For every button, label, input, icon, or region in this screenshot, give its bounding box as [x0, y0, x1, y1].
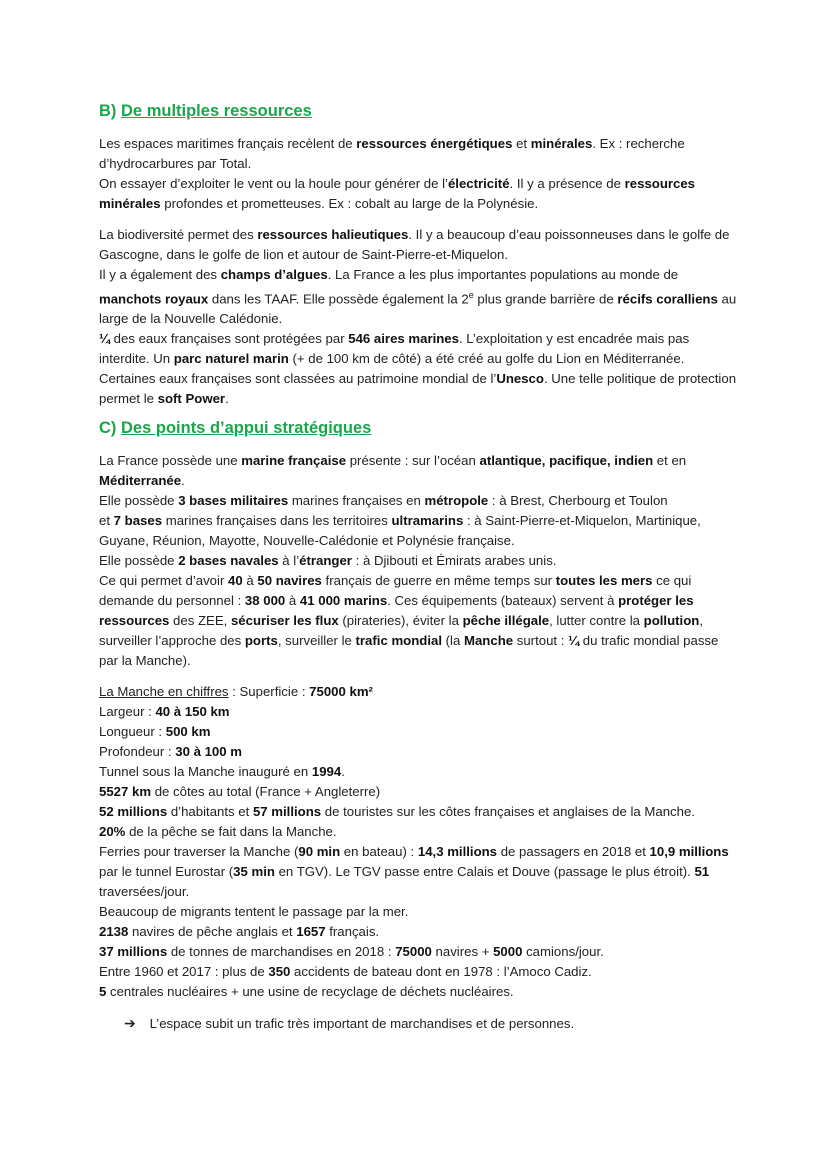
bold-text: manchots royaux: [99, 291, 209, 307]
text-run: . Ces équipements (bateaux) servent à: [387, 593, 619, 608]
text-run: au large de la Nouvelle Calédonie.: [99, 291, 737, 327]
text-run: et: [99, 513, 114, 528]
text-run: (la: [442, 633, 464, 648]
text-run: Ferries pour traverser la Manche (: [99, 844, 299, 859]
bold-text: champs d’algues: [220, 267, 328, 282]
bold-text: 51: [694, 864, 710, 879]
section-b-biodiversity: [99, 225, 739, 409]
text-run: ce qui demande du personnel :: [99, 573, 692, 608]
text-run: Beaucoup de migrants tentent le passage par la mer.: [99, 904, 409, 919]
text-run: centrales nucléaires + une usine de recyclage de déchets nucléaires.: [106, 984, 514, 999]
text-run: en bateau) :: [340, 844, 418, 859]
manche-line: [99, 742, 739, 762]
bold-text: Unesco: [496, 371, 544, 387]
manche-line: [99, 762, 739, 782]
bold-text: récifs coralliens: [617, 291, 718, 307]
manche-line: [99, 902, 739, 922]
text-run: accidents de bateau dont en 1978 : l’Amoco Cadiz.: [290, 964, 592, 979]
text-run: camions/jour.: [522, 944, 604, 959]
text-run: Ce qui permet d’avoir: [99, 573, 229, 588]
right-arrow-icon: ➔: [124, 1015, 136, 1031]
text-run: Longueur :: [99, 724, 166, 739]
text-run: et: [512, 136, 531, 151]
text-run: : à Saint-Pierre-et-Miquelon, Martinique, Guyane, Réunion, Mayotte, Nouvelle-Calédonie et Polynésie française.: [99, 513, 701, 548]
bold-text: 20%: [99, 824, 126, 839]
text-run: de passagers en 2018 et: [497, 844, 650, 859]
text-run: . Une telle politique de protection permet le: [99, 371, 737, 407]
text-run: de touristes sur les côtes françaises et anglaises de la Manche.: [321, 804, 695, 819]
bold-text: ¼: [99, 331, 110, 347]
manche-line: [99, 722, 739, 742]
manche-line: [99, 962, 739, 982]
bold-text: 1657: [296, 924, 326, 939]
bold-text: sécuriser les flux: [230, 613, 339, 628]
bold-text: 5: [99, 984, 107, 999]
text-run: français.: [325, 924, 380, 939]
text-run: . Il y a présence de: [509, 176, 625, 191]
bold-text: 37 millions: [99, 944, 168, 959]
text-run: de tonnes de marchandises en 2018 :: [167, 944, 396, 959]
bold-text: parc naturel marin: [173, 351, 289, 367]
text-run: .: [225, 391, 229, 407]
bold-text: métropole: [424, 493, 489, 508]
text-run: profondes et prometteuses. Ex : cobalt au large de la Polynésie.: [160, 196, 539, 211]
text-run: en TGV). Le TGV passe entre Calais et Douve (passage le plus étroit).: [274, 864, 695, 879]
manche-figures: [99, 682, 739, 1002]
paragraph: [99, 571, 739, 671]
text-run: marines françaises dans les territoires: [162, 513, 392, 528]
text-run: .: [181, 473, 185, 488]
text-run: : à Brest, Cherbourg et Toulon: [488, 493, 668, 508]
section-b-prefix: B): [99, 102, 117, 120]
text-run: Entre 1960 et 2017 : plus de: [99, 964, 269, 979]
section-c-heading: [99, 417, 371, 439]
text-run: marines françaises en: [288, 493, 425, 508]
text-run: Elle possède: [99, 553, 179, 568]
text-run: (+ de 100 km de côté) a été créé au golfe du Lion en Méditerranée. Certaines eaux françaises sont classées au patrimoine mondial de l’: [99, 351, 685, 387]
section-c-title: Des points d’appui stratégiques: [121, 419, 372, 437]
paragraph: [99, 451, 739, 491]
text-run: , surveiller le: [277, 633, 356, 648]
text-run: La Manche en chiffres: [99, 684, 229, 699]
text-run: (pirateries), éviter la: [338, 613, 463, 628]
bold-text: ressources halieutiques: [257, 227, 409, 242]
paragraph: [99, 491, 739, 511]
bold-text: ultramarins: [391, 513, 464, 528]
bold-text: 52 millions: [99, 804, 168, 819]
bold-text: atlantique, pacifique, indien: [479, 453, 654, 468]
manche-line: [99, 922, 739, 942]
text-run: Profondeur :: [99, 744, 176, 759]
text-run: français de guerre en même temps sur: [321, 573, 556, 588]
conclusion-line: [124, 1013, 574, 1034]
manche-line: [99, 842, 739, 902]
text-run: à l’: [278, 553, 300, 568]
text-run: .: [341, 764, 345, 779]
bold-text: ressources énergétiques: [356, 136, 513, 151]
text-run: , lutter contre la: [549, 613, 644, 628]
text-run: Il y a également des: [99, 267, 221, 282]
bold-text: pêche illégale: [462, 613, 550, 628]
text-run: La biodiversité permet des: [99, 227, 258, 242]
manche-line: [99, 682, 739, 702]
bold-text: 50 navires: [257, 573, 322, 588]
bold-text: Manche: [463, 633, 514, 648]
bold-text: ressources minérales: [99, 176, 696, 211]
text-run: de côtes au total (France + Angleterre): [151, 784, 381, 799]
bold-text: 75000 km²: [309, 684, 373, 699]
text-run: plus grande barrière de: [473, 291, 618, 307]
bold-text: protéger les ressources: [99, 593, 694, 628]
bold-text: pollution: [643, 613, 700, 628]
text-run: Largeur :: [99, 704, 156, 719]
manche-line: [99, 702, 739, 722]
bold-text: 40 à 150 km: [155, 704, 230, 719]
bold-text: 14,3 millions: [417, 844, 498, 859]
bold-text: trafic mondial: [355, 633, 442, 648]
text-run: du trafic mondial passe par la Manche).: [99, 633, 719, 668]
manche-line: [99, 782, 739, 802]
bold-text: 75000: [395, 944, 432, 959]
manche-line: [99, 982, 739, 1002]
text-run: . Il y a beaucoup d’eau poissonneuses dans le golfe de Gascogne, dans le golfe de lion et autour de Saint-Pierre-et-Miquelon.: [99, 227, 730, 262]
text-run: à: [242, 573, 258, 588]
bold-text: ¼: [568, 633, 580, 648]
bold-text: 90 min: [298, 844, 341, 859]
section-b-title: De multiples ressources: [121, 102, 312, 120]
manche-line: [99, 822, 739, 842]
bold-text: 500 km: [165, 724, 211, 739]
text-run: des ZEE,: [169, 613, 231, 628]
section-b-body: [99, 134, 739, 214]
text-run: . La France a les plus importantes populations au monde de: [327, 267, 679, 282]
text-run: , surveiller l’approche des: [99, 613, 703, 648]
bold-text: 7 bases: [113, 513, 163, 528]
section-c-prefix: C): [99, 419, 117, 437]
text-run: Elle possède: [99, 493, 179, 508]
text-run: des eaux françaises sont protégées par: [110, 331, 349, 347]
bold-text: 57 millions: [252, 804, 322, 819]
bold-text: 2138: [99, 924, 129, 939]
bold-text: étranger: [299, 553, 352, 568]
text-run: . L’exploitation y est encadrée mais pas interdite. Un: [99, 331, 690, 367]
text-run: La France possède une: [99, 453, 242, 468]
text-run: navires +: [431, 944, 494, 959]
manche-line: [99, 942, 739, 962]
bold-text: marine française: [241, 453, 347, 468]
text-run: : à Djibouti et Émirats arabes unis.: [351, 553, 557, 568]
bold-text: 40: [228, 573, 243, 588]
section-b-heading: [99, 100, 312, 122]
manche-line: [99, 802, 739, 822]
paragraph: [99, 511, 739, 551]
text-run: e: [468, 290, 474, 300]
text-run: de la pêche se fait dans la Manche.: [125, 824, 337, 839]
bold-text: 5000: [493, 944, 523, 959]
paragraph: [99, 329, 739, 409]
paragraph: [99, 225, 739, 265]
text-run: et en: [653, 453, 687, 468]
paragraph: [99, 134, 739, 174]
bold-text: Méditerranée: [99, 473, 182, 488]
bold-text: toutes les mers: [555, 573, 653, 588]
bold-text: 10,9 millions: [649, 844, 729, 859]
text-run: navires de pêche anglais et: [128, 924, 297, 939]
text-run: On essayer d’exploiter le vent ou la houle pour générer de l’: [99, 176, 448, 191]
bold-text: 35 min: [233, 864, 275, 879]
text-run: traversées/jour.: [99, 884, 190, 899]
paragraph: [99, 174, 739, 214]
paragraph: [99, 265, 739, 329]
paragraph: [99, 551, 739, 571]
bold-text: 546 aires marines: [348, 331, 459, 347]
bold-text: électricité: [447, 176, 510, 191]
text-run: présente : sur l’océan: [346, 453, 480, 468]
text-run: d’habitants et: [167, 804, 253, 819]
conclusion-text: L’espace subit un trafic très important de marchandises et de personnes.: [149, 1016, 575, 1031]
bold-text: 30 à 100 m: [175, 744, 242, 759]
bold-text: 5527 km: [99, 784, 152, 799]
text-run: Tunnel sous la Manche inauguré en: [99, 764, 312, 779]
text-run: par le tunnel Eurostar (: [99, 864, 234, 879]
bold-text: 38 000: [244, 593, 286, 608]
text-run: Les espaces maritimes français recèlent de: [99, 136, 357, 151]
bold-text: 2 bases navales: [178, 553, 279, 568]
text-run: : Superficie :: [228, 684, 310, 699]
bold-text: 41 000 marins: [299, 593, 388, 608]
text-run: dans les TAAF. Elle possède également la 2: [208, 291, 469, 307]
bold-text: 3 bases militaires: [178, 493, 289, 508]
text-run: à: [285, 593, 300, 608]
bold-text: ports: [244, 633, 278, 648]
bold-text: 350: [268, 964, 291, 979]
text-run: . Ex : recherche d’hydrocarbures par Total.: [99, 136, 685, 171]
bold-text: minérales: [530, 136, 593, 151]
section-c-body: [99, 451, 739, 671]
bold-text: 1994: [311, 764, 342, 779]
bold-text: soft Power: [157, 391, 226, 407]
text-run: surtout :: [513, 633, 569, 648]
